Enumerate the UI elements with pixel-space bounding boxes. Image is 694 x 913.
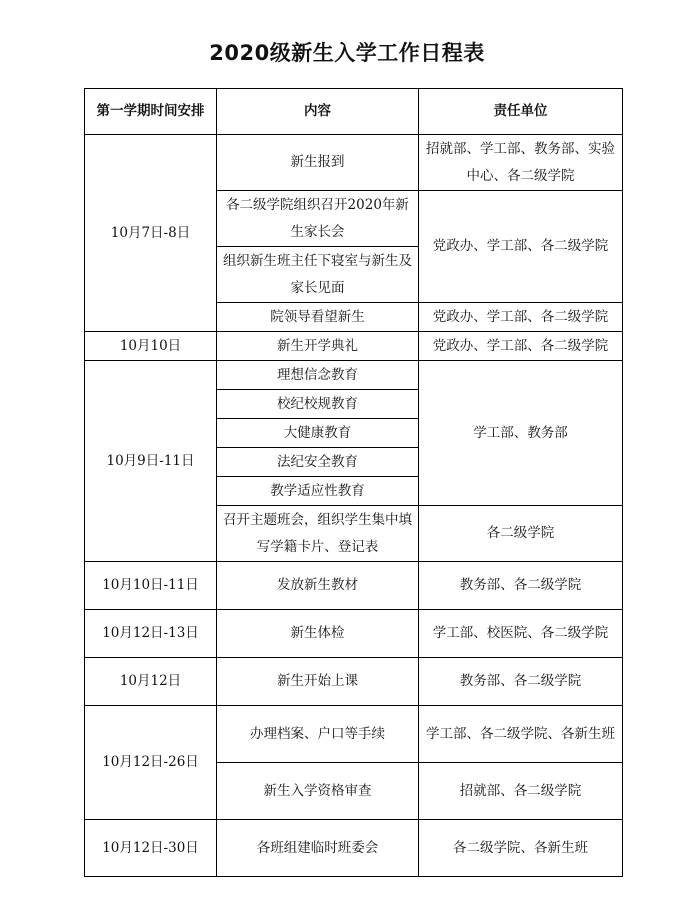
- unit-cell: 学工部、校医院、各二级学院: [419, 610, 623, 658]
- table-row: [85, 135, 623, 191]
- document-title: 2020级新生入学工作日程表: [209, 41, 485, 65]
- time-cell: 10月7日-8日: [85, 135, 217, 332]
- content-cell: 新生体检: [217, 610, 419, 658]
- content-cell: 组织新生班主任下寝室与新生及家长见面: [217, 247, 419, 303]
- unit-cell: 招就部、学工部、教务部、实验中心、各二级学院: [419, 135, 623, 191]
- time-cell: 10月12日-30日: [85, 820, 217, 877]
- unit-cell: 各二级学院、各新生班: [419, 820, 623, 877]
- unit-cell: 学工部、教务部: [419, 361, 623, 506]
- time-cell: 10月10日-11日: [85, 562, 217, 610]
- content-cell: 大健康教育: [217, 419, 419, 448]
- content-cell: 召开主题班会，组织学生集中填写学籍卡片、登记表: [217, 506, 419, 562]
- time-cell: 10月12日: [85, 658, 217, 706]
- unit-cell: 教务部、各二级学院: [419, 658, 623, 706]
- time-cell: 10月12日-26日: [85, 706, 217, 820]
- content-cell: 新生开始上课: [217, 658, 419, 706]
- header-unit: 责任单位: [419, 89, 623, 135]
- content-cell: 院领导看望新生: [217, 303, 419, 332]
- content-cell: 新生开学典礼: [217, 332, 419, 361]
- time-cell: 10月12日-13日: [85, 610, 217, 658]
- content-cell: 各二级学院组织召开2020年新生家长会: [217, 191, 419, 247]
- table-row: [85, 706, 623, 763]
- header-time: 第一学期时间安排: [85, 89, 217, 135]
- header-content: 内容: [217, 89, 419, 135]
- unit-cell: 党政办、学工部、各二级学院: [419, 303, 623, 332]
- unit-cell: 学工部、各二级学院、各新生班: [419, 706, 623, 763]
- table-row: [85, 820, 623, 877]
- content-cell: 各班组建临时班委会: [217, 820, 419, 877]
- unit-cell: 教务部、各二级学院: [419, 562, 623, 610]
- content-cell: 办理档案、户口等手续: [217, 706, 419, 763]
- unit-cell: 招就部、各二级学院: [419, 763, 623, 820]
- table-row: [85, 658, 623, 706]
- table-header-row: [85, 89, 623, 135]
- content-cell: 理想信念教育: [217, 361, 419, 390]
- content-cell: 校纪校规教育: [217, 390, 419, 419]
- table-row: [85, 562, 623, 610]
- content-cell: 新生报到: [217, 135, 419, 191]
- unit-cell: 党政办、学工部、各二级学院: [419, 332, 623, 361]
- content-cell: 发放新生教材: [217, 562, 419, 610]
- table-row: [85, 361, 623, 390]
- content-cell: 教学适应性教育: [217, 477, 419, 506]
- time-cell: 10月9日-11日: [85, 361, 217, 562]
- time-cell: 10月10日: [85, 332, 217, 361]
- table-row: [85, 610, 623, 658]
- content-cell: 法纪安全教育: [217, 448, 419, 477]
- content-cell: 新生入学资格审查: [217, 763, 419, 820]
- unit-cell: 各二级学院: [419, 506, 623, 562]
- schedule-table: [84, 88, 623, 877]
- unit-cell: 党政办、学工部、各二级学院: [419, 191, 623, 303]
- table-row: [85, 332, 623, 361]
